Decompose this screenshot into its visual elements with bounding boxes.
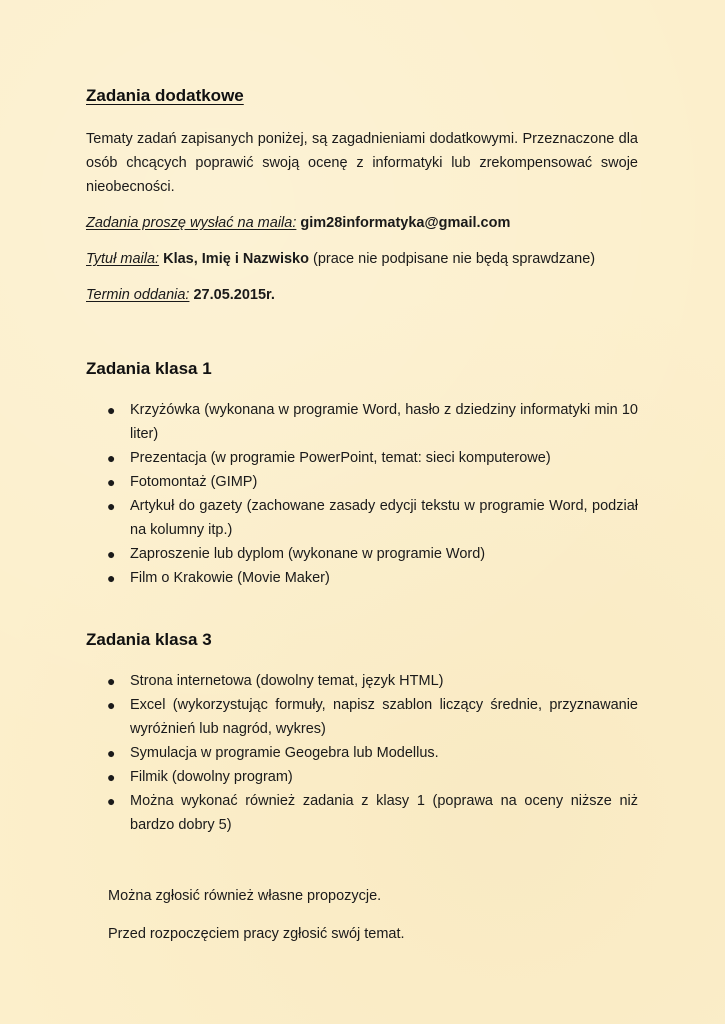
bullet-icon: ● [107,474,116,490]
list-item: ● Excel (wykorzystując formuły, napisz szablon liczący średnie, przyznawanie wyróżnień lub nagród, wykres) [86,693,638,741]
subject-line [86,247,638,271]
intro-paragraph: Tematy zadań zapisanych poniżej, są zagadnieniami dodatkowymi. Przeznaczone dla osób chcących poprawić swoją ocenę z informatyki lub zrekompensować swoje nieobecności. [86,131,638,195]
list-item: ● Fotomontaż (GIMP) [86,470,638,494]
list-item: ● Film o Krakowie (Movie Maker) [86,566,638,590]
list-item: ● Artykuł do gazety (zachowane zasady edycji tekstu w programie Word, podział na kolumny itp.) [86,494,638,542]
email-address: gim28informatyka@gmail.com [300,215,511,231]
subject-value: Klas, Imię i Nazwisko [163,251,309,267]
class1-heading: Zadania klasa 1 [86,359,212,378]
list-item: ● Symulacja w programie Geogebra lub Modellus. [86,741,638,765]
bullet-icon: ● [107,570,116,586]
list-item: ● Strona internetowa (dowolny temat, język HTML) [86,669,638,693]
email-label: Zadania proszę wysłać na maila: [86,215,297,231]
bullet-icon: ● [107,793,116,809]
list-item: ● Krzyżówka (wykonana w programie Word, hasło z dziedziny informatyki min 10 liter) [86,398,638,446]
subject-note: (prace nie podpisane nie będą sprawdzane) [313,251,596,267]
subject-label: Tytuł maila: [86,251,160,267]
class1-task-list [86,398,638,590]
bullet-icon: ● [107,745,116,761]
class3-task-list [86,669,638,837]
list-item: ● Filmik (dowolny program) [86,765,638,789]
page-title: Zadania dodatkowe [86,86,244,105]
list-item: ● Prezentacja (w programie PowerPoint, temat: sieci komputerowe) [86,446,638,470]
email-line [86,211,638,235]
bullet-icon: ● [107,697,116,713]
bullet-icon: ● [107,402,116,418]
class3-heading: Zadania klasa 3 [86,630,212,649]
list-item: ● Zaproszenie lub dyplom (wykonane w programie Word) [86,542,638,566]
deadline-line [86,283,638,307]
list-item: ● Można wykonać również zadania z klasy 1 (poprawa na oceny niższe niż bardzo dobry 5) [86,789,638,837]
closing-line-proposals: Można zgłosić również własne propozycje. [108,888,382,904]
bullet-icon: ● [107,546,116,562]
bullet-icon: ● [107,769,116,785]
deadline-label: Termin oddania: [86,287,190,303]
deadline-value: 27.05.2015r. [193,287,275,303]
closing-line-topic: Przed rozpoczęciem pracy zgłosić swój temat. [108,926,405,942]
document-body [86,84,638,837]
bullet-icon: ● [107,673,116,689]
bullet-icon: ● [107,498,116,514]
bullet-icon: ● [107,450,116,466]
